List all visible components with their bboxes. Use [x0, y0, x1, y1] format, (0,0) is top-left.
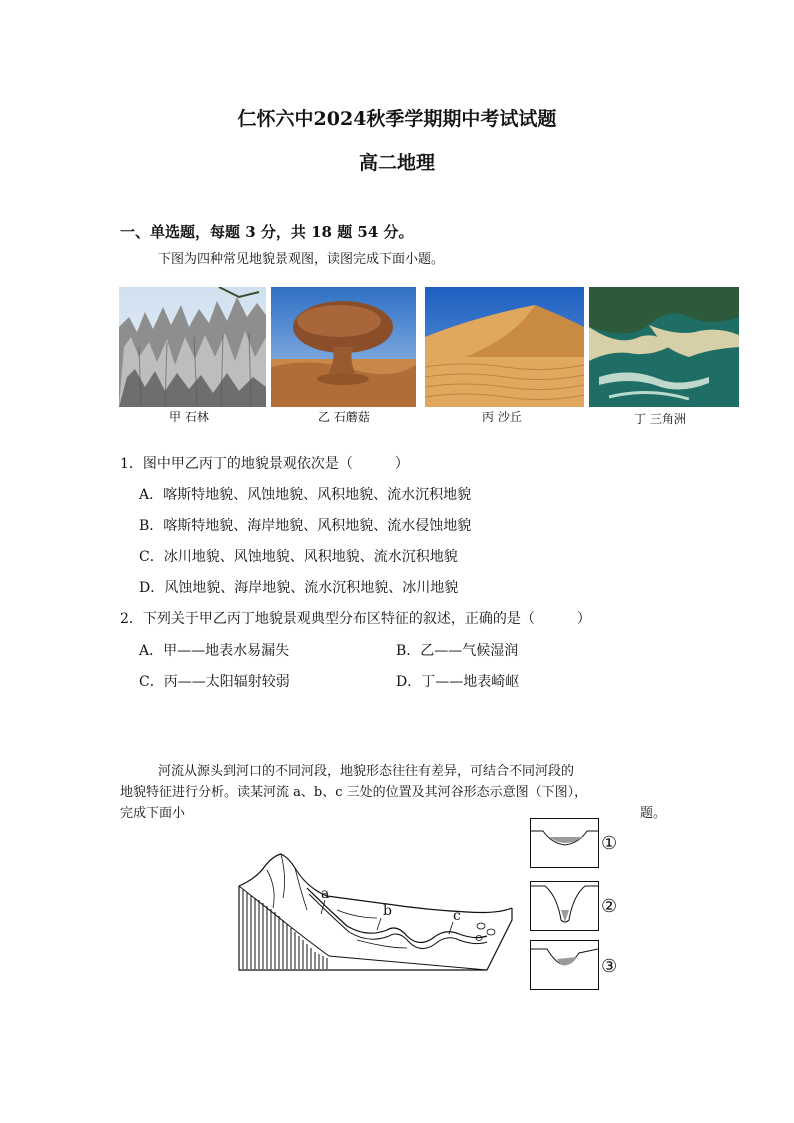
question-2-stem: 2．下列关于甲乙丙丁地貌景观典型分布区特征的叙述，正确的是（ ） [120, 611, 591, 627]
label-a: a [321, 886, 330, 902]
page-subtitle: 高二地理 [358, 152, 435, 174]
photo-mushroom-rock [271, 287, 416, 407]
caption-ding: 丁 三角洲 [634, 412, 686, 426]
section-intro: 下图为四种常见地貌景观图，读图完成下面小题。 [158, 252, 445, 267]
passage-line-1: 河流从源头到河口的不同河段，地貌形态往往有差异，可结合不同河段的 [158, 764, 575, 779]
q2-option-d: D．丁——地表崎岖 [396, 674, 520, 690]
caption-jia: 甲 石林 [169, 410, 209, 424]
q2-option-a: A．甲——地表水易漏失 [139, 643, 290, 659]
q1-option-d: D．风蚀地貌、海岸地貌、流水沉积地貌、冰川地貌 [139, 580, 459, 596]
passage-line-3-end: 题。 [640, 806, 667, 821]
valley-panel-3 [530, 940, 599, 990]
label-c: c [453, 908, 461, 924]
caption-yi: 乙 石蘑菇 [318, 410, 370, 424]
q1-option-a: A．喀斯特地貌、风蚀地貌、风积地貌、流水沉积地貌 [139, 487, 472, 503]
caption-bing: 丙 沙丘 [482, 410, 522, 424]
photo-sand-dune [425, 287, 584, 407]
q1-option-b: B．喀斯特地貌、海岸地貌、风积地貌、流水侵蚀地貌 [139, 518, 472, 534]
passage-line-2: 地貌特征进行分析。读某河流 a、b、c 三处的位置及其河谷形态示意图（下图）， [120, 785, 588, 800]
label-b: b [383, 903, 392, 919]
page-title: 仁怀六中2024秋季学期期中考试试题 [237, 108, 557, 130]
panel-number-3: ③ [601, 956, 618, 977]
passage-line-3-start: 完成下面小 [120, 806, 186, 821]
section-heading: 一、单选题，每题 3 分，共 18 题 54 分。 [120, 223, 414, 241]
valley-panel-2 [530, 881, 599, 931]
panel-number-1: ① [601, 833, 618, 854]
q2-option-b: B．乙——气候湿润 [396, 643, 519, 659]
q1-option-c: C．冰川地貌、风蚀地貌、风积地貌、流水沉积地貌 [139, 549, 458, 565]
q2-option-c: C．丙——太阳辐射较弱 [139, 674, 290, 690]
photo-stone-forest [119, 287, 266, 407]
valley-panel-1 [530, 818, 599, 868]
river-block-diagram [237, 848, 517, 973]
photo-delta [589, 287, 739, 407]
question-1-stem: 1．图中甲乙丙丁的地貌景观依次是（ ） [120, 456, 409, 472]
panel-number-2: ② [601, 896, 618, 917]
